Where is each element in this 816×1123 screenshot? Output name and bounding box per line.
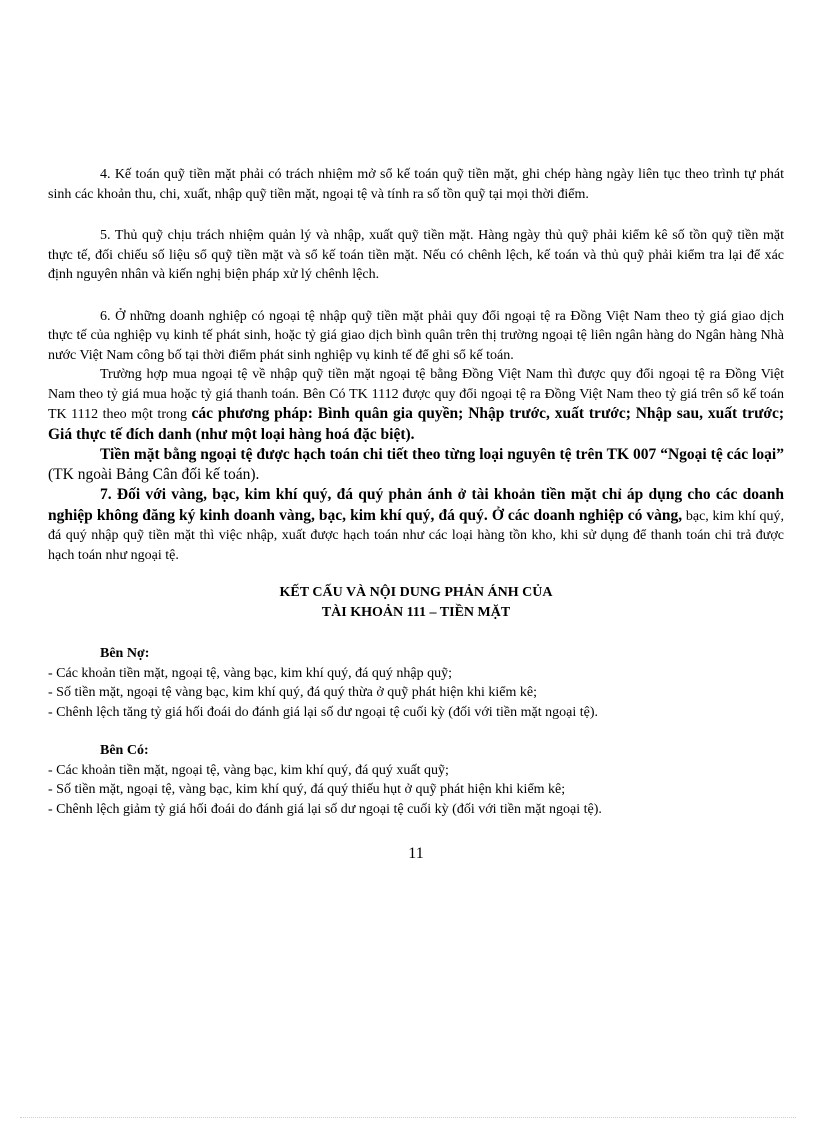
section-heading-line2: TÀI KHOẢN 111 – TIỀN MẶT [321, 604, 511, 620]
ben-no-title: Bên Nợ: [100, 646, 150, 661]
paragraph-4: 4. Kế toán quỹ tiền mặt phải có trách nhiệm mở sổ kế toán quỹ tiền mặt, ghi chép hàng ngày liên tục theo trình tự phát sinh các khoản thu, chi, xuất, nhập quỹ tiền mặt, ngoại tệ và tính ra số tồn quỹ tại mọi thời điểm. [48, 167, 784, 202]
page-bottom-divider [20, 1117, 796, 1118]
paragraph-6: 6. Ở những doanh nghiệp có ngoại tệ nhập quỹ tiền mặt phải quy đổi ngoại tệ ra Đồng Việt Nam theo tỷ giá giao dịch thực tế của nghiệp vụ kinh tế phát sinh, hoặc tỷ giá giao dịch bình quân trên thị trường ngoại tệ liên ngân hàng do Ngân hàng Nhà nước Việt Nam công bố tại thời điểm phát sinh nghiệp vụ kinh tế để ghi sổ kế toán. [48, 308, 784, 363]
paragraph-5: 5. Thủ quỹ chịu trách nhiệm quản lý và nhập, xuất quỹ tiền mặt. Hàng ngày thủ quỹ phải kiểm kê số tồn quỹ tiền mặt thực tế, đối chiếu số liệu sổ quỹ tiền mặt và sổ kế toán tiền mặt. Nếu có chênh lệch, kế toán và thủ quỹ phải kiểm tra lại để xác định nguyên nhân và kiến nghị biện pháp xử lý chênh lệch. [48, 228, 784, 282]
page-number: 11 [408, 845, 424, 862]
ben-no-item: - Các khoản tiền mặt, ngoại tệ, vàng bạc, kim khí quý, đá quý nhập quỹ; [48, 665, 452, 681]
document-page [48, 165, 784, 863]
paragraph-6-exchange-text: Trường hợp mua ngoại tệ về nhập quỹ tiền mặt ngoại tệ bằng Đồng Việt Nam thì được quy đổi ngoại tệ ra Đồng Việt Nam theo tỷ giá mua hoặc tỷ giá thanh toán. Bên Có TK 1112 được quy đổi ngoại tệ ra Đồng Việt Nam theo tỷ giá trên sổ kế toán TK 1112 theo một trong [48, 367, 784, 422]
ben-co-item: - Các khoản tiền mặt, ngoại tệ, vàng bạc, kim khí quý, đá quý xuất quỹ; [48, 762, 449, 778]
paragraph-6-exchange-methods: các phương pháp: Bình quân gia quyền; Nhập trước, xuất trước; Nhập sau, xuất trước; Giá thực tế đích danh (như một loại hàng hoá đặc biệt). [48, 405, 784, 443]
ben-no-item: - Số tiền mặt, ngoại tệ vàng bạc, kim khí quý, đá quý thừa ở quỹ phát hiện khi kiểm kê; [48, 685, 537, 700]
ben-no-section [48, 644, 784, 722]
paragraph-6-foreign-currency-bold: Tiền mặt bằng ngoại tệ được hạch toán chi tiết theo từng loại nguyên tệ trên TK 007 “Ngoại tệ các loại” [100, 446, 784, 463]
paragraph-6-exchange [48, 365, 784, 445]
section-heading [48, 583, 784, 622]
paragraph-6-foreign-currency-note: (TK ngoài Bảng Cân đối kế toán). [48, 466, 260, 483]
paragraph-7-bold: 7. Đối với vàng, bạc, kim khí quý, đá quý phản ánh ở tài khoản tiền mặt chỉ áp dụng cho các doanh nghiệp không đăng ký kinh doanh vàng, bạc, kim khí quý, đá quý. Ở các doanh nghiệp có vàng, [48, 486, 784, 524]
ben-co-title: Bên Có: [100, 743, 149, 758]
paragraph-6-foreign-currency [48, 445, 784, 485]
paragraph-7-text: bạc, kim khí quý, đá quý nhập quỹ tiền mặt thì việc nhập, xuất được hạch toán như các loại hàng tồn kho, khi sử dụng để thanh toán chi trả được hạch toán như ngoại tệ. [48, 508, 784, 563]
paragraph-7 [48, 485, 784, 565]
section-heading-line1: KẾT CẤU VÀ NỘI DUNG PHẢN ÁNH CỦA [279, 585, 553, 600]
ben-co-item: - Số tiền mặt, ngoại tệ, vàng bạc, kim khí quý, đá quý thiếu hụt ở quỹ phát hiện khi kiểm kê; [48, 782, 566, 797]
ben-co-item: - Chênh lệch giảm tỷ giá hối đoái do đánh giá lại số dư ngoại tệ cuối kỳ (đối với tiền mặt ngoại tệ). [48, 801, 602, 817]
ben-co-section [48, 741, 784, 819]
ben-no-item: - Chênh lệch tăng tỷ giá hối đoái do đánh giá lại số dư ngoại tệ cuối kỳ (đối với tiền mặt ngoại tệ). [48, 704, 598, 720]
